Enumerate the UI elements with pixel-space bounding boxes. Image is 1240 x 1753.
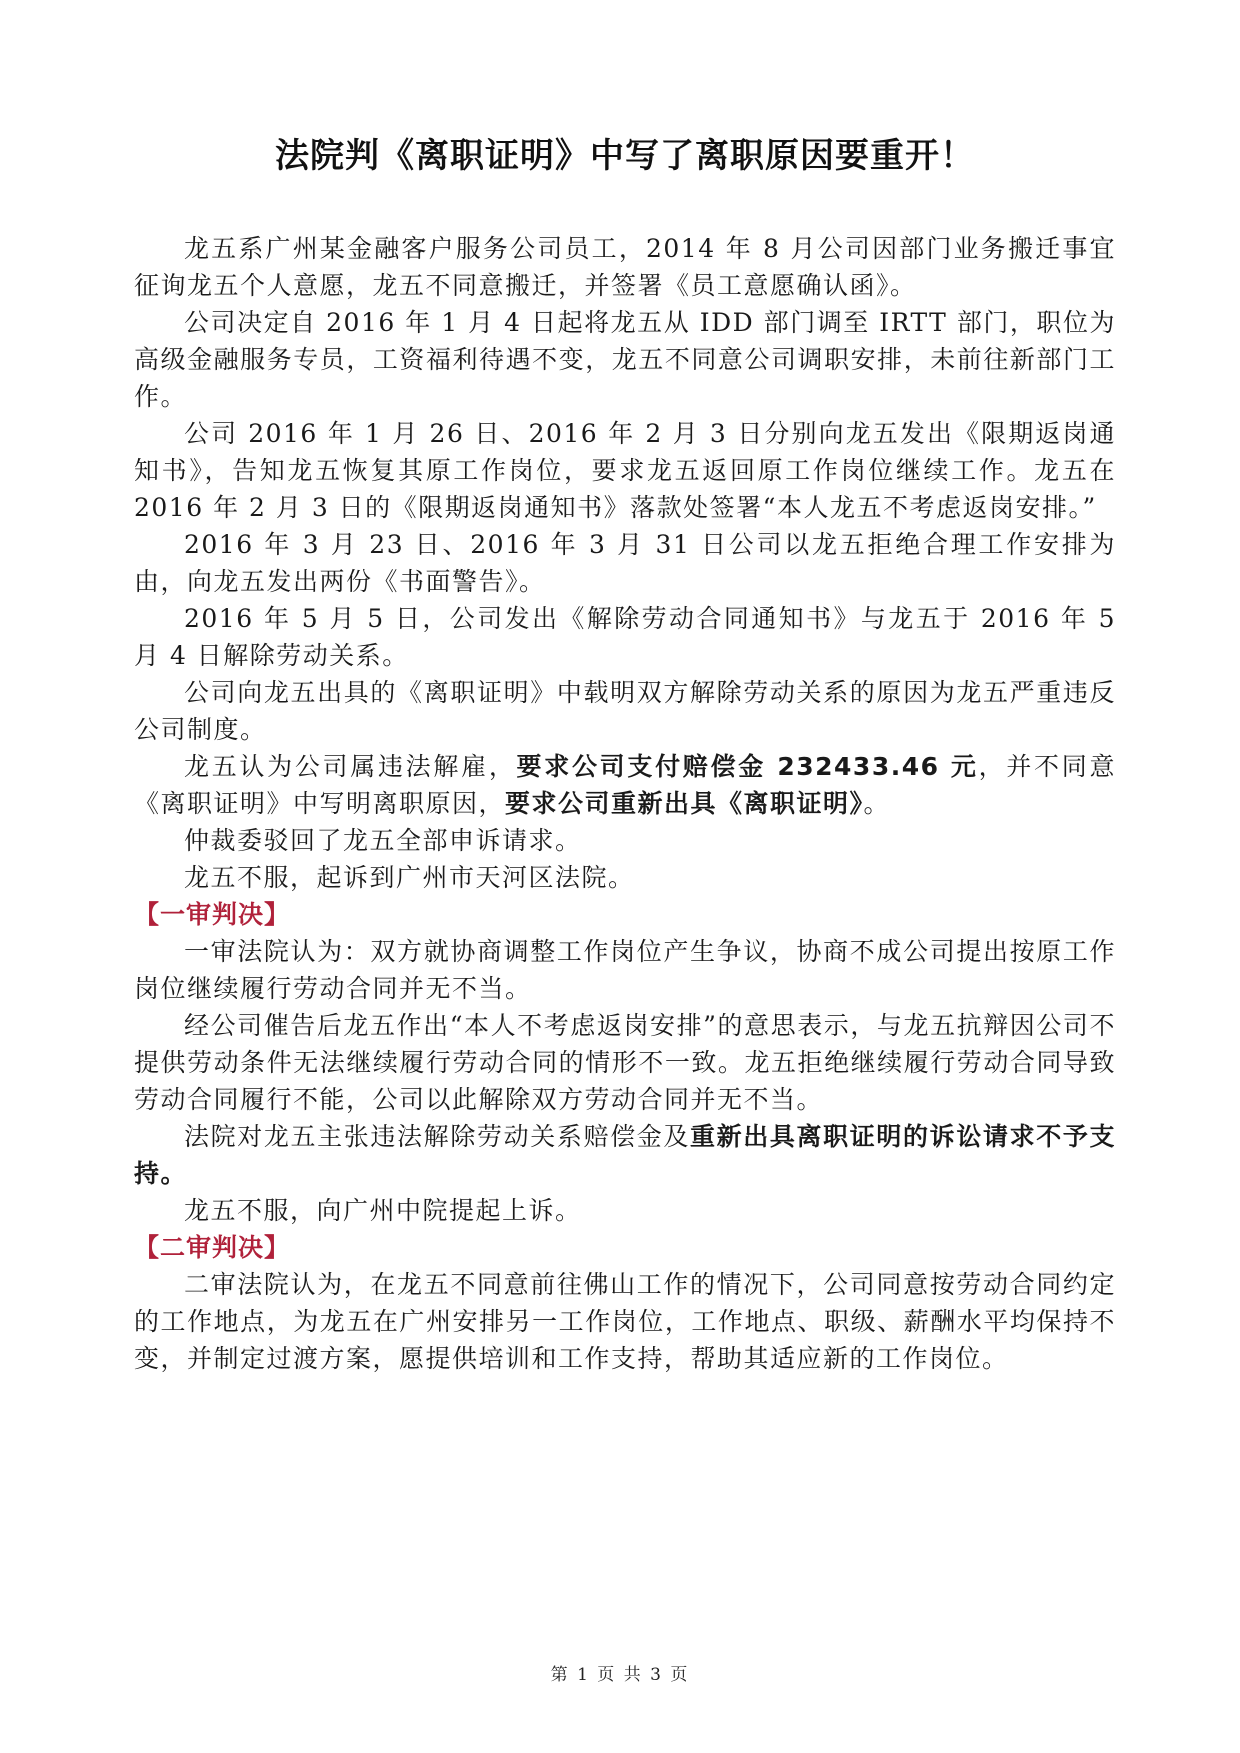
paragraph-appeal: 龙五不服，向广州中院提起上诉。: [184, 1196, 582, 1225]
paragraph-first-instance-reasoning: 经公司催告后龙五作出“本人不考虑返岗安排”的意思表示，与龙五抗辩因公司不提供劳动条件无法继续履行劳动合同的情形不一致。龙五拒绝继续履行劳动合同导致劳动合同履行不能，公司以此解除双方劳动合同并无不当。: [134, 1011, 1116, 1114]
paragraph-lawsuit: 龙五不服，起诉到广州市天河区法院。: [184, 863, 635, 892]
paragraph-second-instance-view: 二审法院认为，在龙五不同意前往佛山工作的情况下，公司同意按劳动合同约定的工作地点，为龙五在广州安排另一工作岗位，工作地点、职级、薪酬水平均保持不变，并制定过渡方案，愿提供培训和工作支持，帮助其适应新的工作岗位。: [134, 1270, 1116, 1373]
paragraph-return-notice: 公司 2016 年 1 月 26 日、2016 年 2 月 3 日分别向龙五发出《限期返岗通知书》，告知龙五恢复其原工作岗位，要求龙五返回原工作岗位继续工作。龙五在 2016 年 2 月 3 日的《限期返岗通知书》落款处签署“本人龙五不考虑返岗安排。”: [134, 419, 1116, 522]
claims-compensation-bold: 要求公司支付赔偿金 232433.46 元: [516, 752, 979, 781]
section-heading-first-instance: 【一审判决】: [134, 900, 291, 929]
paragraph-claims: [134, 748, 1116, 822]
paragraph-termination-notice: 2016 年 5 月 5 日，公司发出《解除劳动合同通知书》与龙五于 2016 年 5 月 4 日解除劳动关系。: [134, 604, 1116, 670]
ruling-bold: 重新出具离职证明的诉讼请求不予支持。: [134, 1122, 1116, 1188]
claims-text-3: 。: [863, 789, 891, 818]
paragraph-transfer-decision: 公司决定自 2016 年 1 月 4 日起将龙五从 IDD 部门调至 IRTT 部门，职位为高级金融服务专员，工资福利待遇不变，龙五不同意公司调职安排，未前往新部门工作。: [134, 308, 1116, 411]
claims-text-1: 龙五认为公司属违法解雇，: [184, 752, 517, 781]
paragraph-written-warning: 2016 年 3 月 23 日、2016 年 3 月 31 日公司以龙五拒绝合理工作安排为由，向龙五发出两份《书面警告》。: [134, 530, 1116, 596]
paragraph-resignation-certificate: 公司向龙五出具的《离职证明》中载明双方解除劳动关系的原因为龙五严重违反公司制度。: [134, 678, 1116, 744]
document-title: 法院判《离职证明》中写了离职原因要重开！: [275, 136, 975, 176]
claims-reissue-bold: 要求公司重新出具《离职证明》: [505, 789, 864, 818]
paragraph-background: 龙五系广州某金融客户服务公司员工，2014 年 8 月公司因部门业务搬迁事宜征询龙五个人意愿，龙五不同意搬迁，并签署《员工意愿确认函》。: [134, 234, 1116, 300]
paragraph-first-instance-view: 一审法院认为：双方就协商调整工作岗位产生争议，协商不成公司提出按原工作岗位继续履行劳动合同并无不当。: [134, 937, 1116, 1003]
paragraph-arbitration: 仲裁委驳回了龙五全部申诉请求。: [184, 826, 582, 855]
page-number-footer: 第 1 页 共 3 页: [550, 1665, 690, 1685]
ruling-text: 法院对龙五主张违法解除劳动关系赔偿金及: [184, 1122, 690, 1151]
section-heading-second-instance: 【二审判决】: [134, 1233, 291, 1262]
paragraph-first-instance-ruling: [134, 1118, 1116, 1192]
claims-text-2: ，并不同意《离职证明》中写明离职原因，: [134, 752, 1116, 818]
